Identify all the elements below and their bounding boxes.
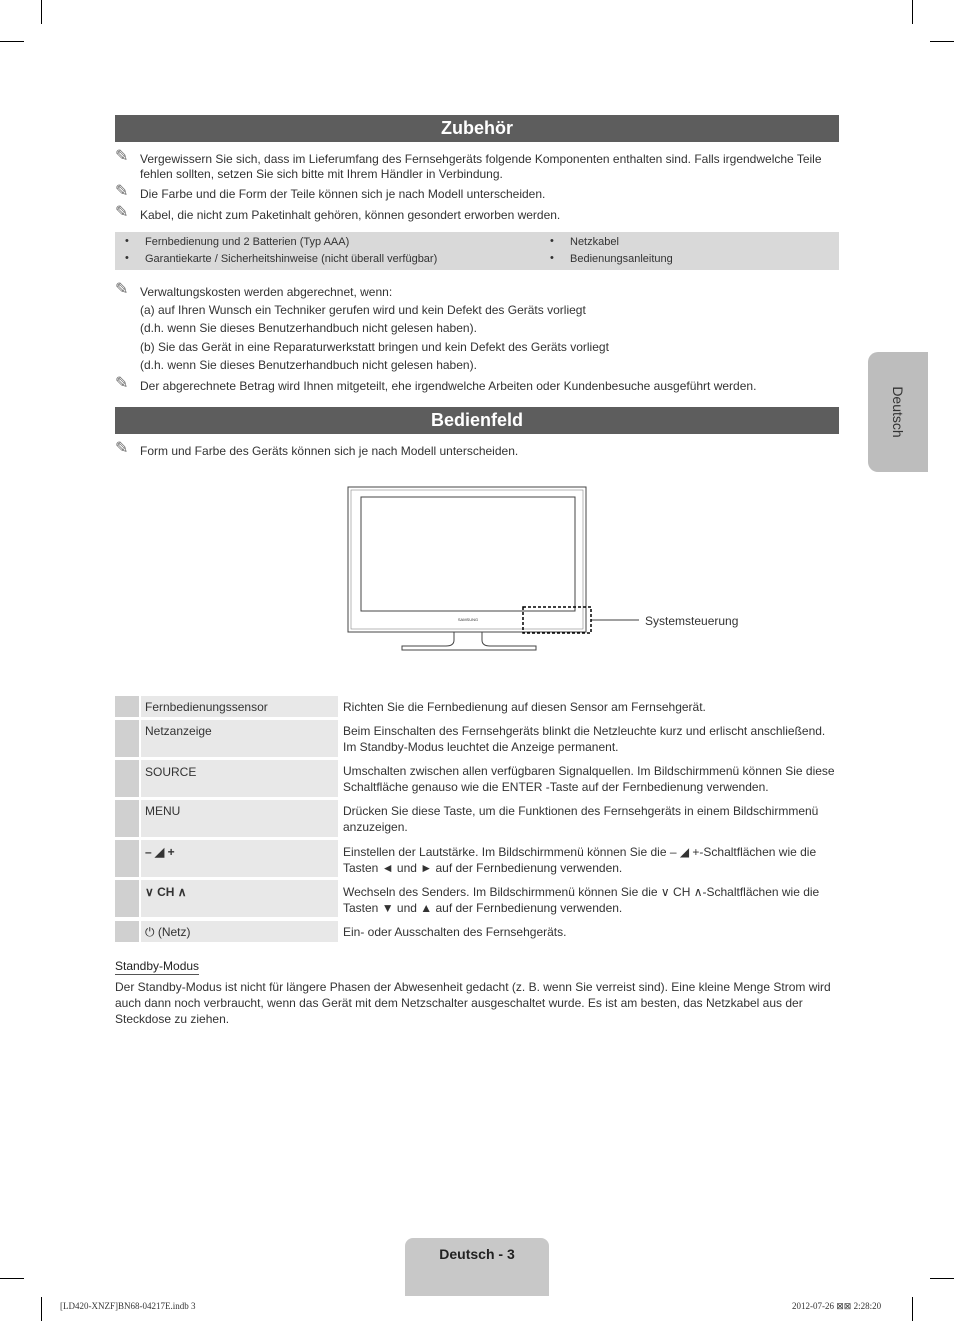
tv-bezel bbox=[348, 487, 586, 632]
row-marker bbox=[115, 720, 139, 757]
crop-mark bbox=[930, 1278, 954, 1279]
accessory-item: Fernbedienung und 2 Batterien (Typ AAA) bbox=[145, 236, 350, 248]
bullet-icon: • bbox=[550, 235, 554, 247]
crop-mark bbox=[41, 0, 42, 24]
control-description: Beim Einschalten des Fernsehgeräts blinkt die Netzleuchte kurz und erlischt anschließend. Im Standby-Modus leuchtet die Anzeige permanent. bbox=[343, 724, 826, 754]
note-text: Die Farbe und die Form der Teile können sich je nach Modell unterscheiden. bbox=[140, 187, 546, 201]
control-label: ⏻ (Netz) bbox=[145, 925, 191, 939]
tv-bezel-inner bbox=[351, 490, 583, 629]
control-description: Einstellen der Lautstärke. Im Bildschirmmenü können Sie die – ◢ +-Schaltflächen wie die Tasten ◄ und ► auf der Fernbedienung verwenden. bbox=[343, 845, 817, 875]
note-subline: (d.h. wenn Sie dieses Benutzerhandbuch nicht gelesen haben). bbox=[140, 321, 477, 335]
accessories-list bbox=[115, 232, 839, 270]
row-marker bbox=[115, 760, 139, 797]
row-marker bbox=[115, 840, 139, 877]
row-marker bbox=[115, 921, 139, 942]
pencil-note-icon: ✎ bbox=[115, 375, 129, 392]
note-subline: (d.h. wenn Sie dieses Benutzerhandbuch nicht gelesen haben). bbox=[140, 358, 477, 372]
control-description: Umschalten zwischen allen verfügbaren Signalquellen. Im Bildschirmmenü können Sie diese Schaltfläche genauso wie die ENTER -Taste auf der Fernbedienung verwenden. bbox=[343, 764, 835, 794]
note bbox=[115, 204, 839, 223]
crop-mark bbox=[41, 1297, 42, 1321]
note-text: Vergewissern Sie sich, dass im Lieferumfang des Fernsehgeräts folgende Komponenten enthalten sind. Falls irgendwelche Teile fehlen sollten, setzen Sie sich bitte mit Ihrem Händler in Verbindung. bbox=[140, 152, 822, 181]
callout-label: Systemsteuerung bbox=[645, 614, 739, 628]
tv-stand-neck bbox=[402, 632, 536, 650]
control-label: ∨ CH ∧ bbox=[145, 885, 187, 899]
note bbox=[115, 148, 839, 182]
control-description: Ein- oder Ausschalten des Fernsehgeräts. bbox=[343, 925, 567, 939]
standby-text: Der Standby-Modus ist nicht für längere Phasen der Abwesenheit gedacht (z. B. wenn Sie verreist sind). Eine kleine Menge Strom wird auch dann noch verbraucht, wenn das Gerät mit dem Netzschalter ausgeschaltet wurde. Es ist am besten, das Netzkabel aus der Steckdose zu ziehen. bbox=[115, 980, 831, 1026]
standby-heading: Standby-Modus bbox=[115, 959, 200, 973]
row-marker bbox=[115, 800, 139, 837]
footer-timestamp: 2012-07-26 ⊠⊠ 2:28:20 bbox=[792, 1301, 882, 1311]
bullet-icon: • bbox=[125, 235, 129, 247]
bullet-icon: • bbox=[125, 252, 129, 264]
note-subline: (a) auf Ihren Wunsch ein Techniker gerufen wird und kein Defekt des Geräts vorliegt bbox=[140, 303, 586, 317]
crop-mark bbox=[912, 0, 913, 24]
note-subline: (b) Sie das Gerät in eine Reparaturwerkstatt bringen und kein Defekt des Geräts vorliegt bbox=[140, 340, 609, 354]
row-marker bbox=[115, 696, 139, 717]
row-marker bbox=[115, 880, 139, 917]
accessory-item: Garantiekarte / Sicherheitshinweise (nicht überall verfügbar) bbox=[145, 253, 438, 265]
tv-screen bbox=[361, 497, 575, 611]
note bbox=[115, 440, 839, 459]
bullet-icon: • bbox=[550, 252, 554, 264]
footer-file-info: [LD420-XNZF]BN68-04217E.indb 3 bbox=[60, 1301, 196, 1311]
note bbox=[115, 183, 839, 202]
crop-mark bbox=[0, 41, 24, 42]
control-description: Richten Sie die Fernbedienung auf diesen Sensor am Fernsehgerät. bbox=[343, 700, 706, 714]
note bbox=[115, 375, 839, 394]
note bbox=[115, 281, 839, 300]
control-description: Wechseln des Senders. Im Bildschirmmenü können Sie die ∨ CH ∧-Schaltflächen wie die Tasten ▼ und ▲ auf der Fernbedienung verwenden. bbox=[343, 885, 820, 915]
control-description: Drücken Sie diese Taste, um die Funktionen des Fernsehgeräts in einem Bildschirmmenü anzuzeigen. bbox=[343, 804, 819, 834]
pencil-note-icon: ✎ bbox=[115, 281, 129, 298]
control-label: – ◢ + bbox=[145, 845, 175, 859]
control-label: Netzanzeige bbox=[145, 724, 212, 738]
side-tab-label: Deutsch bbox=[890, 386, 906, 438]
page-number: Deutsch - 3 bbox=[439, 1246, 515, 1262]
control-label: MENU bbox=[145, 804, 181, 818]
note-text: Der abgerechnete Betrag wird Ihnen mitgeteilt, ehe irgendwelche Arbeiten oder Kundenbesuche ausgeführt werden. bbox=[140, 379, 757, 393]
accessory-item: Bedienungsanleitung bbox=[570, 253, 673, 265]
accessory-item: Netzkabel bbox=[570, 236, 619, 248]
section-title-accessories: Zubehör bbox=[115, 115, 839, 142]
crop-mark bbox=[912, 1297, 913, 1321]
tv-brand-logo: SAMSUNG bbox=[457, 617, 479, 622]
language-side-tab bbox=[868, 352, 928, 472]
pencil-note-icon: ✎ bbox=[115, 204, 129, 221]
note-text: Verwaltungskosten werden abgerechnet, wenn: bbox=[140, 285, 393, 299]
crop-mark bbox=[0, 1278, 24, 1279]
note-text: Form und Farbe des Geräts können sich je nach Modell unterscheiden. bbox=[140, 444, 519, 458]
pencil-note-icon: ✎ bbox=[115, 183, 129, 200]
pencil-note-icon: ✎ bbox=[115, 440, 129, 457]
note-text: Kabel, die nicht zum Paketinhalt gehören, können gesondert erworben werden. bbox=[140, 208, 561, 222]
tv-illustration bbox=[340, 480, 660, 660]
control-label: Fernbedienungssensor bbox=[145, 700, 268, 714]
page-number-tab bbox=[405, 1238, 549, 1296]
pencil-note-icon: ✎ bbox=[115, 148, 129, 165]
crop-mark bbox=[930, 41, 954, 42]
section-title-control-panel: Bedienfeld bbox=[115, 407, 839, 434]
control-label: SOURCE bbox=[145, 765, 197, 779]
